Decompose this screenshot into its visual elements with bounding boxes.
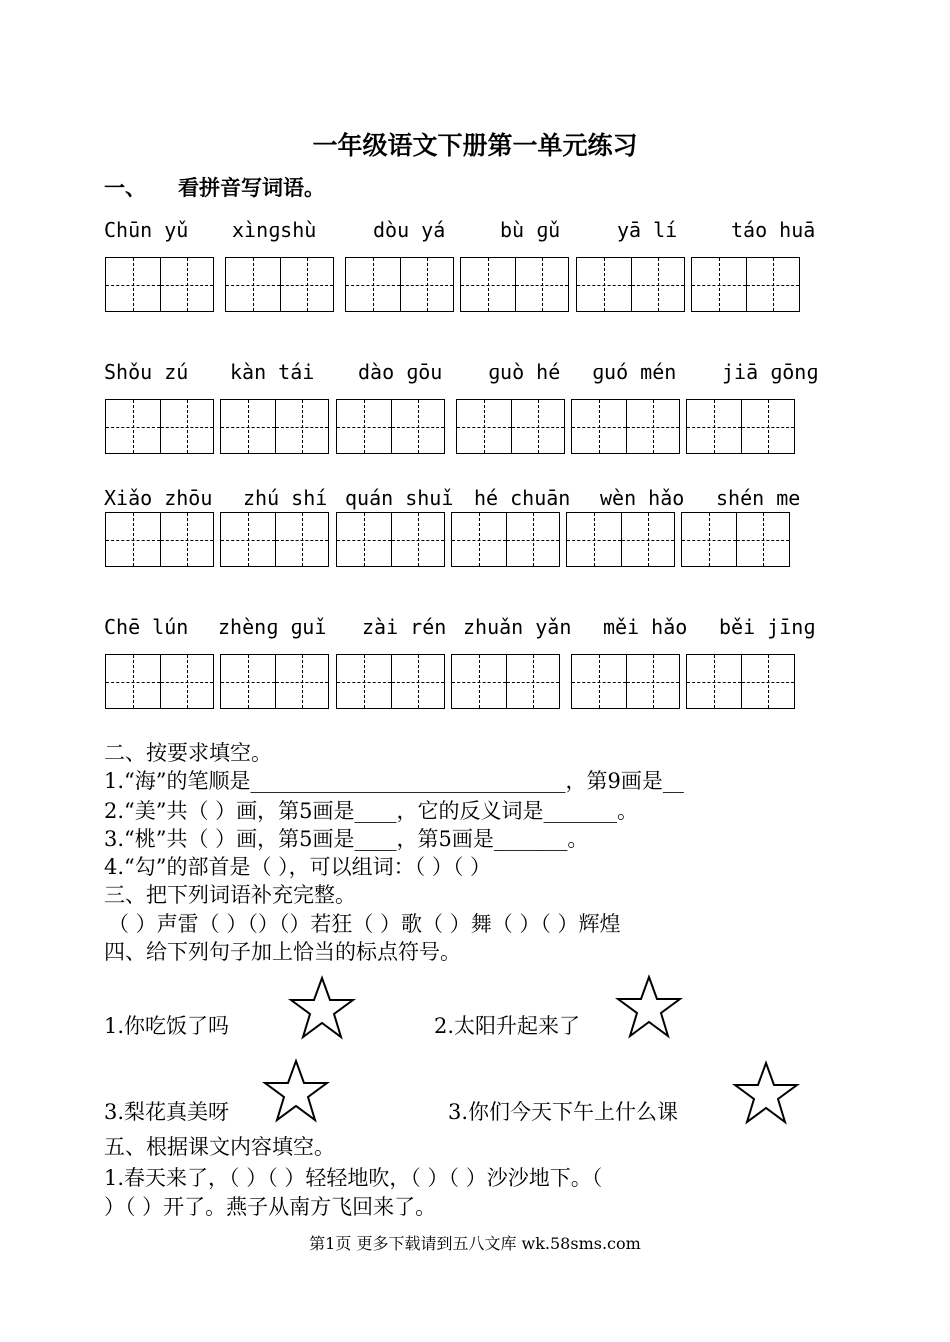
section2-heading: 二、按要求填空。 — [104, 741, 272, 765]
pinyin: zhènɡ ɡuǐ — [218, 615, 327, 639]
writing-grid[interactable] — [681, 512, 790, 567]
fill-item: 1.“海”的笔顺是______________________________，第9画是__ — [104, 769, 684, 793]
writing-grid[interactable] — [691, 257, 800, 312]
pinyin: Chūn yǔ — [104, 218, 189, 242]
page-footer: 第1页 更多下载请到五八文库 wk.58sms.com — [309, 1234, 641, 1253]
pinyin: wèn hǎo — [600, 486, 685, 510]
passage-line: ）（ ）开了。燕子从南方飞回来了。 — [104, 1195, 437, 1219]
section4-heading: 四、给下列句子加上恰当的标点符号。 — [104, 940, 461, 964]
pinyin: zhú shí — [243, 486, 328, 510]
writing-grid[interactable] — [336, 654, 445, 709]
section3-heading: 三、把下列词语补充完整。 — [104, 883, 356, 907]
writing-grid[interactable] — [686, 399, 795, 454]
star-icon[interactable] — [261, 1058, 331, 1124]
writing-grid[interactable] — [571, 399, 680, 454]
pinyin: měi hǎo — [603, 615, 688, 639]
star-icon[interactable] — [731, 1060, 801, 1126]
writing-grid[interactable] — [345, 257, 454, 312]
fill-item: 2.“美”共（ ）画，第5画是____，它的反义词是_______。 — [104, 799, 639, 823]
sentence: 3.梨花真美呀 — [104, 1100, 230, 1124]
writing-grid[interactable] — [451, 512, 560, 567]
writing-grid[interactable] — [220, 399, 329, 454]
writing-grid[interactable] — [336, 399, 445, 454]
star-icon[interactable] — [287, 975, 357, 1041]
pinyin: dòu yá — [373, 218, 446, 242]
pinyin: ɡuó mén — [592, 360, 677, 384]
section1-label: 看拼音写词语。 — [178, 175, 325, 200]
writing-grid[interactable] — [105, 512, 214, 567]
writing-grid[interactable] — [220, 512, 329, 567]
writing-grid[interactable] — [576, 257, 685, 312]
section1-heading — [104, 172, 325, 202]
pinyin: běi jīnɡ — [719, 615, 816, 639]
writing-grid[interactable] — [566, 512, 675, 567]
pinyin: Chē lún — [104, 615, 189, 639]
writing-grid[interactable] — [456, 399, 565, 454]
pinyin: zhuǎn yǎn — [463, 615, 572, 639]
pinyin: ɡuò hé — [488, 360, 561, 384]
writing-grid[interactable] — [225, 257, 334, 312]
pinyin: kàn tái — [230, 360, 315, 384]
pinyin: quán shuǐ — [345, 486, 454, 510]
pinyin: xìnɡshù — [232, 218, 317, 242]
writing-grid[interactable] — [220, 654, 329, 709]
sentence: 2.太阳升起来了 — [434, 1014, 581, 1038]
writing-grid[interactable] — [105, 654, 214, 709]
idiom-line: （ ）声雷（ ）（）（）若狂（ ）歌（ ）舞（ ）（ ）辉煌 — [108, 912, 621, 936]
writing-grid[interactable] — [105, 257, 214, 312]
page-title: 一年级语文下册第一单元练习 — [312, 131, 638, 160]
pinyin: zài rén — [362, 615, 447, 639]
passage-line: 1.春天来了，（ ）（ ）轻轻地吹，（ ）（ ）沙沙地下。（ — [104, 1166, 603, 1190]
writing-grid[interactable] — [460, 257, 569, 312]
writing-grid[interactable] — [105, 399, 214, 454]
pinyin: jiā ɡōnɡ — [722, 360, 819, 384]
pinyin: dào ɡōu — [358, 360, 443, 384]
fill-item: 4.“勾”的部首是（ ），可以组词：（ ）（ ） — [104, 855, 492, 879]
pinyin: bù ɡǔ — [500, 218, 561, 242]
section1-number: 一、 — [104, 175, 146, 200]
pinyin: shén me — [716, 486, 801, 510]
writing-grid[interactable] — [686, 654, 795, 709]
writing-grid[interactable] — [571, 654, 680, 709]
sentence: 1.你吃饭了吗 — [104, 1014, 230, 1038]
writing-grid[interactable] — [451, 654, 560, 709]
pinyin: táo huā — [731, 218, 816, 242]
pinyin: Shǒu zú — [104, 360, 189, 384]
pinyin: Xiǎo zhōu — [104, 486, 213, 510]
pinyin: hé chuān — [474, 486, 571, 510]
pinyin: yā lí — [617, 218, 678, 242]
section5-heading: 五、根据课文内容填空。 — [104, 1135, 335, 1159]
fill-item: 3.“桃”共（ ）画，第5画是____，第5画是_______。 — [104, 827, 589, 851]
writing-grid[interactable] — [336, 512, 445, 567]
star-icon[interactable] — [614, 974, 684, 1040]
sentence: 3.你们今天下午上什么课 — [448, 1100, 679, 1124]
